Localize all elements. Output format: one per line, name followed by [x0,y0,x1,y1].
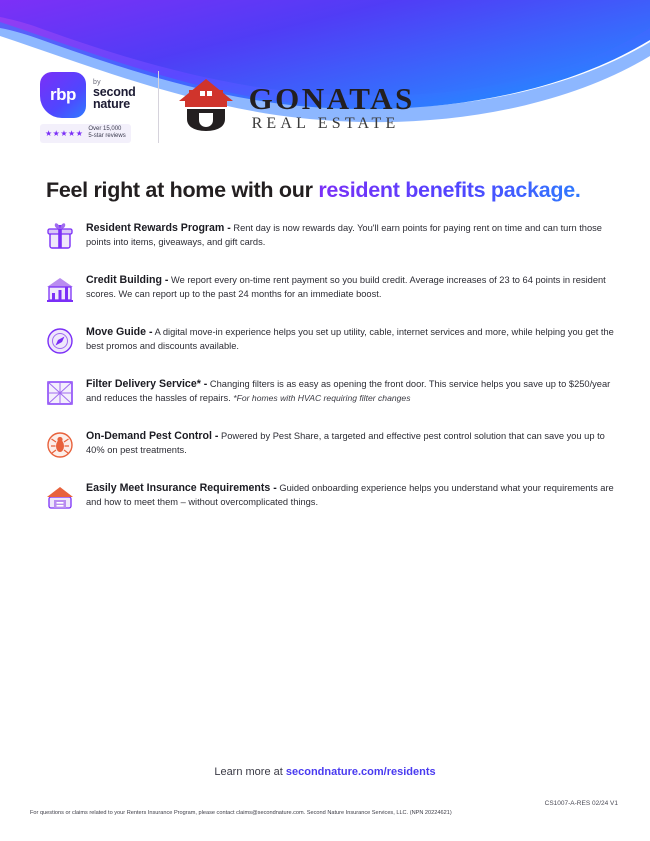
second-nature-wordmark [93,79,136,111]
insurance-icon [40,479,80,513]
benefit-title: On-Demand Pest Control - [86,430,219,442]
second-nature-line1: second [93,84,136,99]
credit-building-icon [40,271,80,305]
reviews-line1: Over 15,000 [88,125,122,132]
move-guide-icon [40,323,80,357]
rbp-logo-row [40,72,136,118]
list-item-text [86,479,614,510]
benefit-text: Rent day is now rewards day. You'll earn points for paying rent on time and can turn those points into items, giveaways, and gift cards. [86,223,602,248]
list-item-text [86,375,614,406]
list-item [40,323,614,357]
rewards-icon [40,219,80,253]
list-item [40,427,614,461]
learn-more-prefix: Learn more at [214,766,286,778]
reviews-line2: 5-star reviews [88,133,126,139]
agency-logo [177,77,415,138]
headline-plain: Feel right at home with our [46,178,319,202]
benefit-text: Guided onboarding experience helps you understand what your requirements are and how to meet them – without overcomplicated things. [86,483,614,508]
residents-link[interactable]: secondnature.com/residents [285,766,436,778]
rbp-logo [40,72,158,143]
benefit-title: Credit Building - [86,274,169,286]
pest-control-icon [40,427,80,461]
agency-subtitle: REAL ESTATE [251,114,400,132]
list-item [40,479,614,513]
list-item [40,375,614,409]
stars-icon: ★★★★★ [45,128,84,138]
headline-accent: resident benefits package. [318,178,581,202]
rbp-badge-label: rbp [50,84,76,104]
rbp-badge-icon [40,72,86,118]
benefit-text: A digital move-in experience helps you set up utility, cable, internet services and more, while helping you get the best promos and discounts available. [86,327,614,352]
benefit-note: *For homes with HVAC requiring filter changes [233,393,411,404]
benefit-text: Powered by Pest Share, a targeted and effective pest control solution that can save you up to 40% on pest treatments. [86,431,605,456]
benefit-title: Easily Meet Insurance Requirements - [86,482,277,494]
benefits-list [40,219,614,531]
house-icon [177,77,235,138]
reviews-text [88,126,125,141]
benefit-title: Resident Rewards Program - [86,222,231,234]
list-item-text [86,427,614,458]
list-item-text [86,271,614,302]
page-title [46,178,626,203]
document-header [40,62,610,152]
list-item [40,271,614,305]
list-item-text [86,323,614,354]
by-label: by [93,78,101,86]
header-divider [158,71,159,143]
agency-wordmark [248,80,415,132]
benefit-text: Changing filters is as easy as opening the front door. This service helps you save up to $250/year and reduces the hassles of repairs. [86,379,611,404]
learn-more [0,766,650,778]
list-item [40,219,614,253]
document-code: CS1007-A-RES 02/24 V1 [544,800,618,807]
benefit-title: Filter Delivery Service* - [86,378,208,390]
agency-name: GONATAS [248,80,415,116]
benefit-title: Move Guide - [86,326,153,338]
reviews-badge [40,124,131,143]
second-nature-line2: nature [93,96,131,111]
filter-delivery-icon [40,375,80,409]
benefit-text: We report every on-time rent payment so you build credit. Average increases of 23 to 64 points in resident scores. We can report up to the past 24 months for an immediate boost. [86,275,606,300]
fineprint-disclaimer: For questions or claims related to your Renters Insurance Program, please contact claims@secondnature.com. Second Nature Insurance Services, LLC. (NPN 20224621) [30,810,452,816]
list-item-text [86,219,614,250]
